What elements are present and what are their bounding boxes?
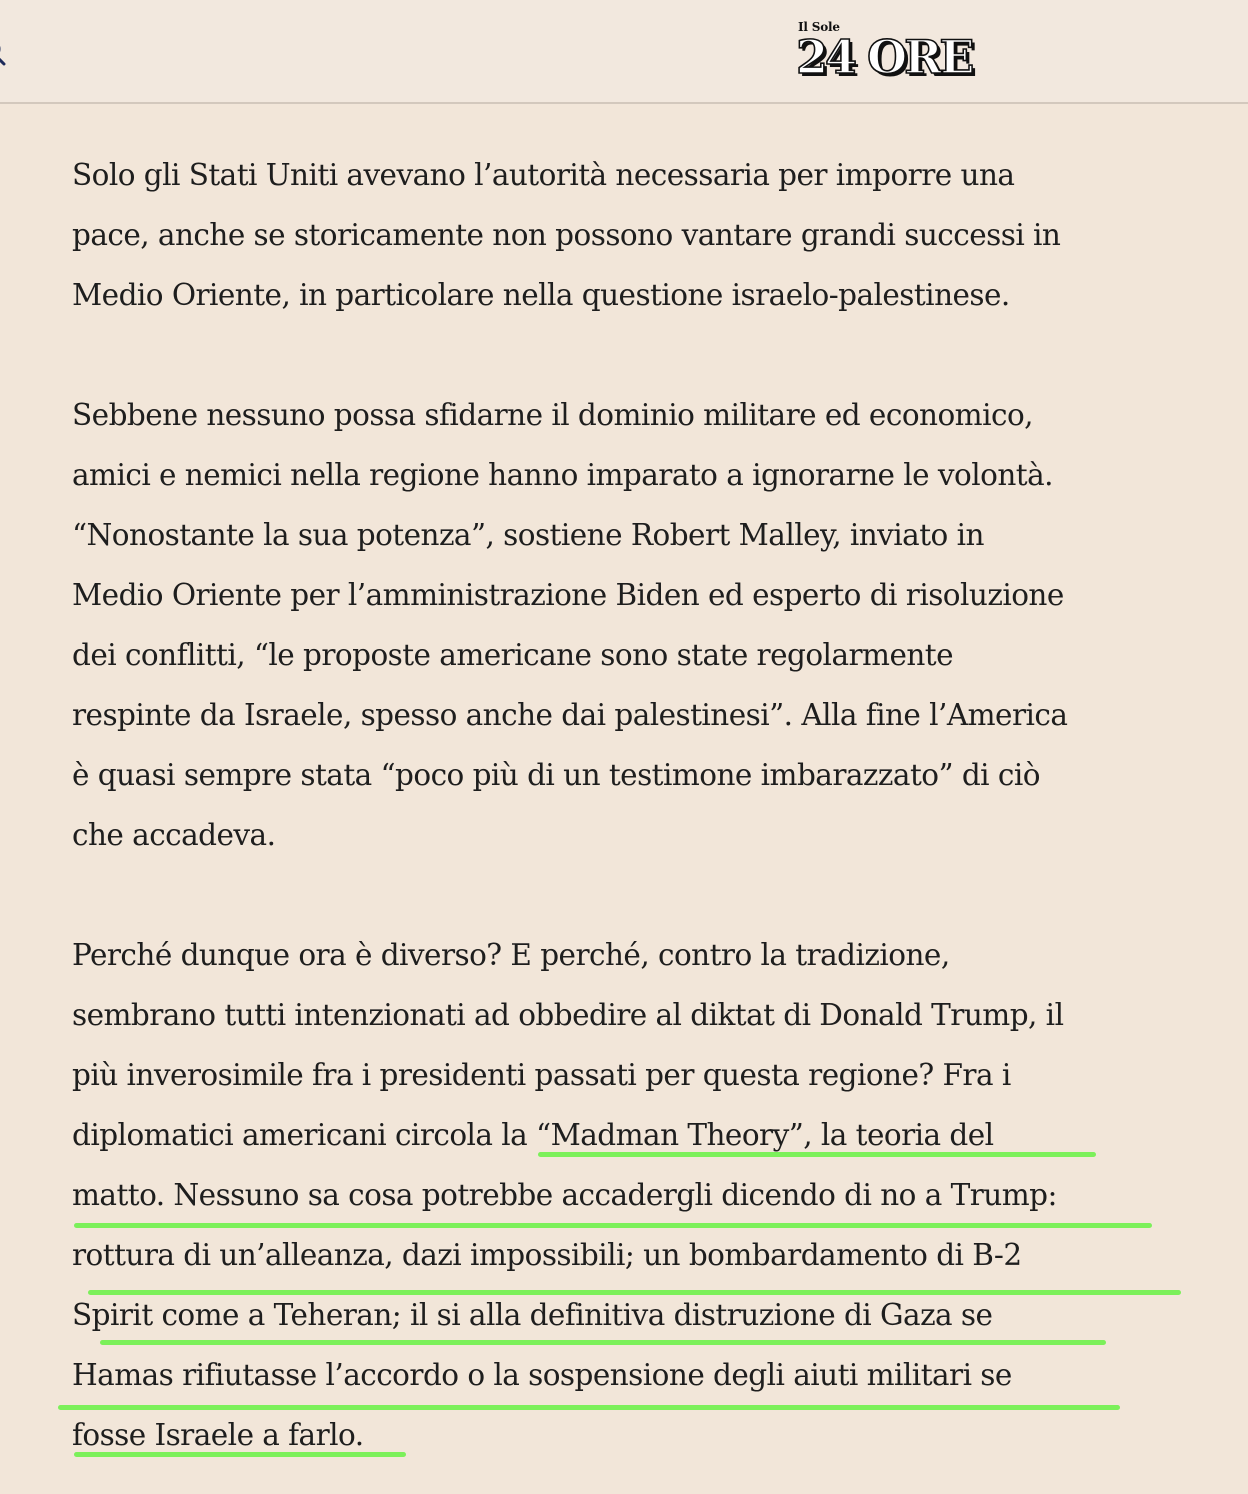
- search-icon[interactable]: [0, 36, 10, 70]
- text-line: Hamas rifiutasse l’accordo o la sospensione degli aiuti militari se: [72, 1358, 1012, 1392]
- highlight-underline: [88, 1290, 1181, 1295]
- paragraph-spacer: [72, 325, 1222, 385]
- text-line: Sebbene nessuno possa sfidarne il dominio militare ed economico,: [72, 398, 1034, 432]
- text-line: pace, anche se storicamente non possono vantare grandi successi in: [72, 218, 1061, 252]
- highlight-underline: [100, 1340, 1106, 1345]
- article-body: [72, 145, 1222, 1465]
- text-line: matto. Nessuno sa cosa potrebbe accadergli dicendo di no a Trump:: [72, 1178, 1057, 1212]
- text-line: che accadeva.: [72, 818, 276, 852]
- paragraph-1: [72, 145, 1222, 325]
- text-line: Medio Oriente per l’amministrazione Biden ed esperto di risoluzione: [72, 578, 1064, 612]
- text-line: rottura di un’alleanza, dazi impossibili; un bombardamento di B-2: [72, 1238, 1022, 1272]
- highlight-underline: [74, 1223, 1152, 1228]
- highlight-underline: [58, 1405, 1120, 1410]
- text-line: amici e nemici nella regione hanno imparato a ignorarne le volontà.: [72, 458, 1053, 492]
- text-line: Spirit come a Teheran; il si alla definitiva distruzione di Gaza se: [72, 1298, 993, 1332]
- top-bar: [0, 0, 1248, 104]
- text-line: è quasi sempre stata “poco più di un testimone imbarazzato” di ciò: [72, 758, 1040, 792]
- text-line: Perché dunque ora è diverso? E perché, contro la tradizione,: [72, 938, 950, 972]
- paragraph-3: [72, 925, 1222, 1465]
- text-line: sembrano tutti intenzionati ad obbedire al diktat di Donald Trump, il: [72, 998, 1064, 1032]
- text-line: “Nonostante la sua potenza”, sostiene Robert Malley, inviato in: [72, 518, 984, 552]
- highlight-underline: [74, 1452, 406, 1457]
- paragraph-spacer: [72, 865, 1222, 925]
- text-line: Medio Oriente, in particolare nella questione israelo-palestinese.: [72, 278, 1010, 312]
- logo-top-text: Il Sole: [798, 20, 840, 34]
- il-sole-24-ore-logo[interactable]: [796, 20, 972, 86]
- text-line: Solo gli Stati Uniti avevano l’autorità necessaria per imporre una: [72, 158, 1015, 192]
- paragraph-2: [72, 385, 1222, 865]
- text-line: più inverosimile fra i presidenti passati per questa regione? Fra i: [72, 1058, 1011, 1092]
- logo-main-text: 24 ORE: [796, 30, 972, 84]
- text-line: fosse Israele a farlo.: [72, 1418, 364, 1452]
- text-line: diplomatici americani circola la “Madman Theory”, la teoria del: [72, 1118, 994, 1152]
- text-line: respinte da Israele, spesso anche dai palestinesi”. Alla fine l’America: [72, 698, 1068, 732]
- highlight-underline: [538, 1152, 1096, 1157]
- text-line: dei conflitti, “le proposte americane sono state regolarmente: [72, 638, 954, 672]
